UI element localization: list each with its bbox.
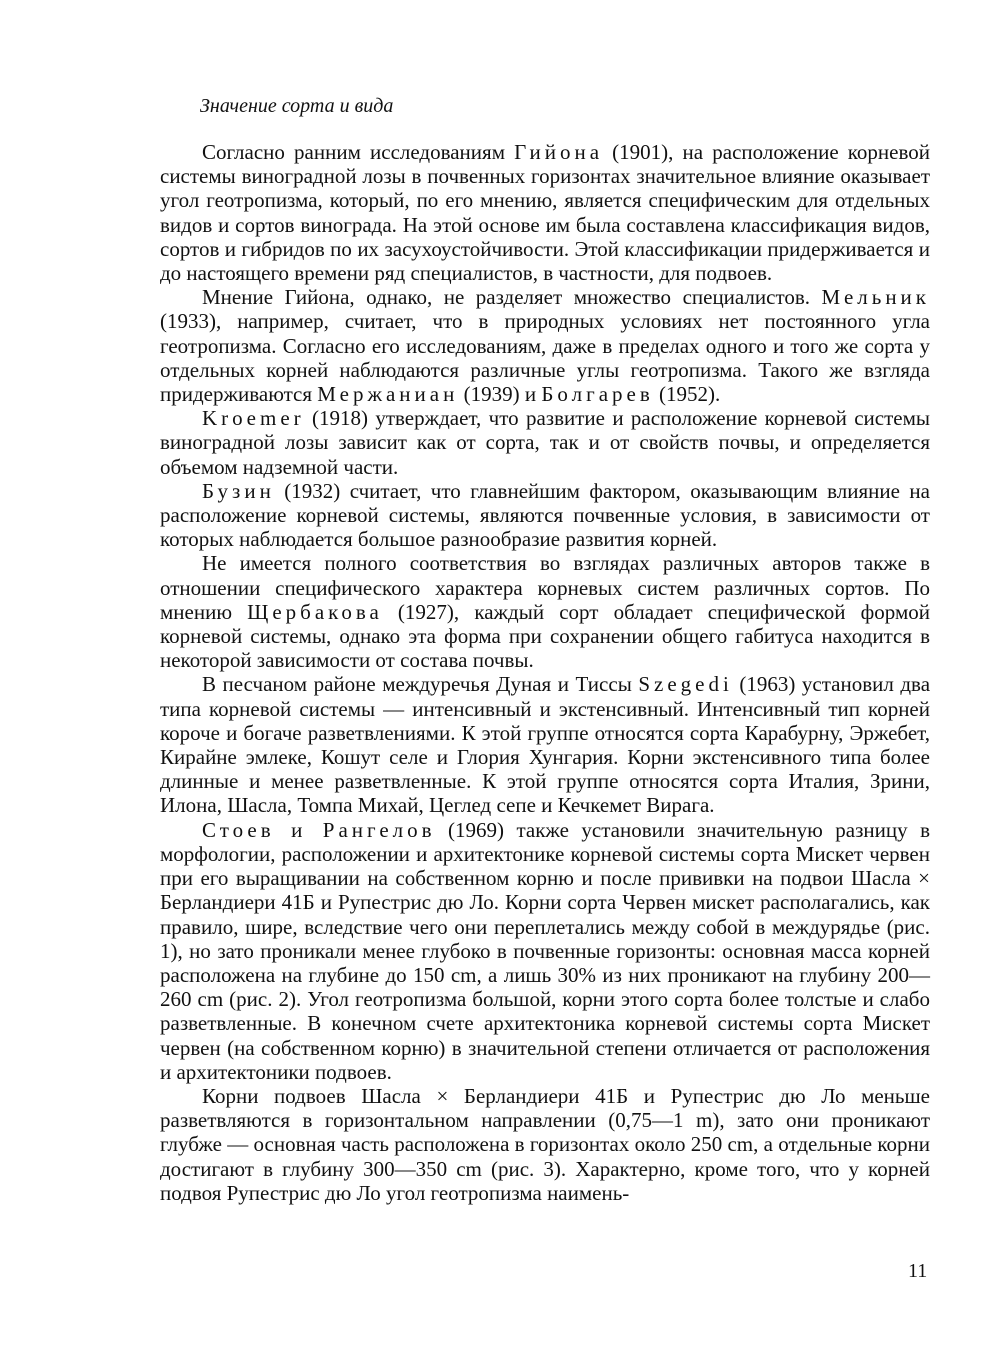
text-run: Мнение Гийона, однако, не разделяет множество специалистов.: [202, 285, 822, 310]
author-name: Szegedi: [638, 672, 733, 697]
author-name: Щербакова: [247, 599, 383, 624]
text-run: (1939) и: [458, 382, 542, 407]
author-name: Мельник: [821, 285, 930, 310]
paragraph-guyon: [160, 140, 930, 285]
author-name: Болгарев: [541, 382, 654, 407]
paragraph-rootstocks: [160, 1084, 930, 1205]
running-head: Значение сорта и вида: [200, 95, 394, 117]
author-name: Бузин: [202, 478, 275, 503]
text-run: (1932) считает, что главнейшим фактором, оказывающим влияние на расположение корневой системы, являются почвенные условия, в зависимости от которых наблюдается большое разнообразие развития корней.: [160, 478, 930, 552]
paragraph-stoev: [160, 818, 930, 1084]
paragraph-buzin: [160, 479, 930, 552]
text-run: Корни подвоев Шасла × Берландиери 41Б и Рупестрис дю Ло меньше разветвляются в горизонтальном направлении (0,75—1 m), зато они проникают глубже — основная часть расположена в горизонтах около 250 cm, а отдельные корни достигают в глубину 300—350 cm (рис. 3). Характерно, кроме того, что у корней подвоя Рупестрис дю Ло угол геотропизма наимень-: [160, 1083, 930, 1205]
text-run: (1963) установил два типа корневой системы — интенсивный и экстенсивный. Интенсивный тип корней короче и богаче разветвлениями. К этой группе относятся сорта Карабурну, Эржебет, Кирайне эмлеке, Кошут селе и Глория Хунгария. Корни экстенсивного типа более длинные и менее разветвленные. К этой группе относятся сорта Италия, Зрини, Илона, Шасла, Томпа Михай, Цеглед сепе и Кечкемет Вирага.: [160, 672, 931, 818]
text-run: В песчаном районе междуречья Дуная и Тиссы: [202, 672, 639, 697]
page-number: 11: [908, 1260, 928, 1282]
author-name: Гийона: [514, 140, 604, 164]
paragraph-kroemer: [160, 406, 930, 479]
body-text: [160, 140, 930, 1205]
author-name: Kroemer: [202, 406, 305, 431]
paragraph-szegedi: [160, 672, 930, 817]
text-run: (1952).: [653, 382, 721, 407]
author-name: Стоев и Рангелов: [202, 817, 436, 842]
text-run: (1969) также установили значительную разницу в морфологии, расположении и архитектонике корневой системы сорта Мискет червен при его выращивании на собственном корню и после прививки на подвои Шасла × Берландиери 41Б и Рупестрис дю Ло. Корни сорта Червен мискет располагались, как правило, шире, вследствие чего они переплетались между собой в междурядье (рис. 1), но зато проникали менее глубоко в почвенные горизонты: основная масса корней расположена на глубине до 150 cm, а лишь 30% из них проникают на глубину 200—260 cm (рис. 2). Угол геотропизма большой, корни этого сорта более толстые и слабо разветвленные. В конечном счете архитектоника корневой системы сорта Мискет червен (на собственном корню) в значительной степени отличается от расположения и архитектоники подвоев.: [160, 817, 930, 1084]
text-run: (1918) утверждает, что развитие и расположение корневой системы виноградной лозы зависит как от сорта, так и от свойств почвы, и определяется объемом надземной части.: [160, 406, 930, 479]
text-run: Согласно ранним исследованиям: [202, 140, 515, 164]
text-run: (1901), на расположение корневой системы виноградной лозы в почвенных горизонтах значительное влияние оказывает угол геотропизма, который, по его мнению, является специфическим для отдельных видов и сортов винограда. На этой основе им была составлена классификация видов, сортов и гибридов по их засухоустойчивости. Этой классификации придерживается и до настоящего времени ряд специалистов, в частности, для подвоев.: [160, 140, 930, 286]
text-run: (1933), например, считает, что в природных условиях нет постоянного угла геотропизма. Согласно его исследованиям, даже в пределах одного и того же сорта у отдельных корней наблюдаются различные углы геотропизма. Такого же взгляда придерживаются: [160, 309, 930, 407]
author-name: Мержаниан: [317, 382, 459, 407]
text-run: Не имеется полного соответствия во взглядах различных авторов также в отношении специфического характера корневых систем различных сортов. По мнению: [160, 551, 930, 624]
paragraph-shcherbakov: [160, 551, 930, 672]
paragraph-melnik: [160, 285, 930, 406]
text-run: (1927), каждый сорт обладает специфической формой корневой системы, однако эта форма при сохранении общего габитуса находится в некоторой зависимости от состава почвы.: [160, 599, 930, 673]
